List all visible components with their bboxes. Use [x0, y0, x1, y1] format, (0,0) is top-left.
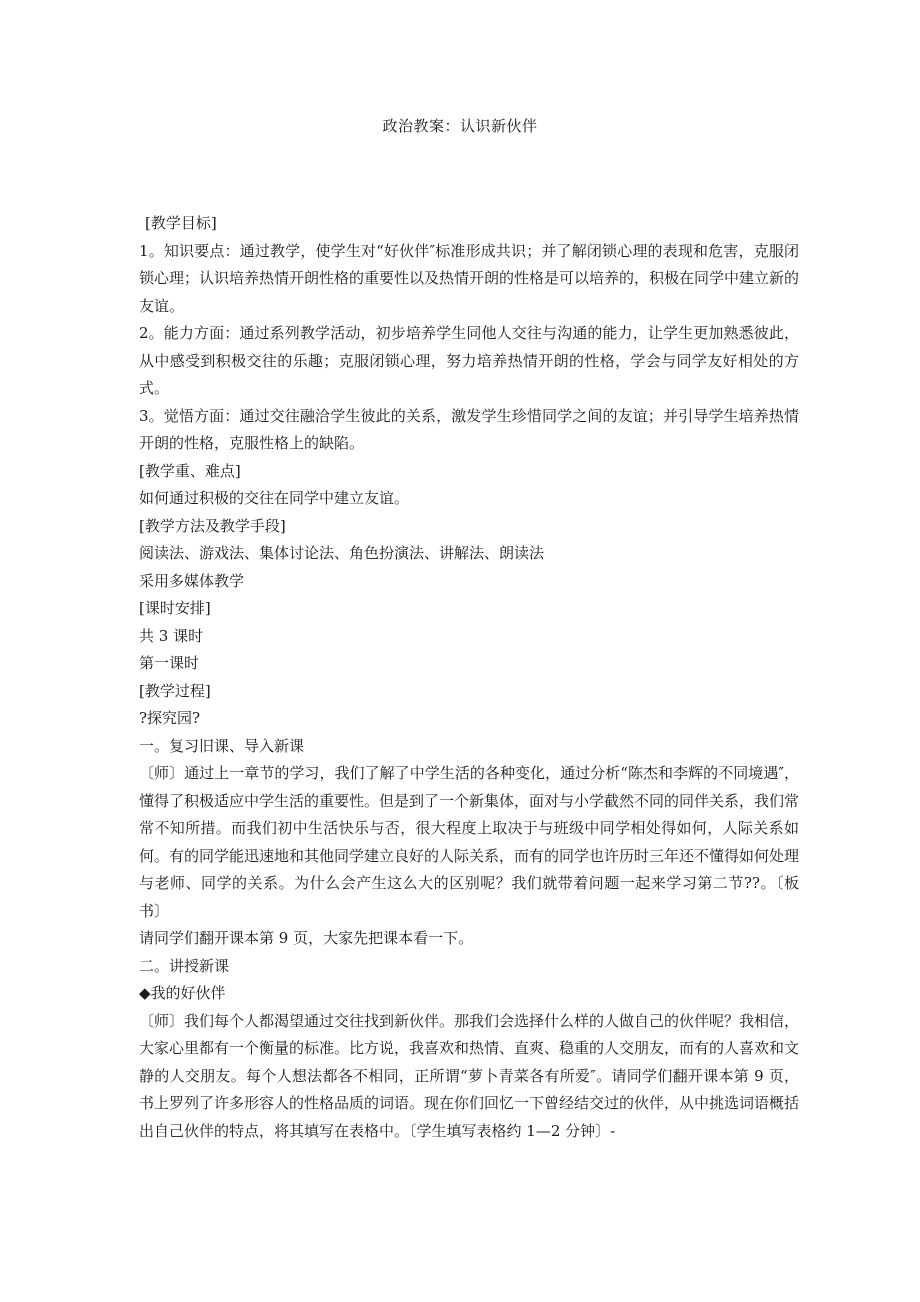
methods-paragraph: 阅读法、游戏法、集体讨论法、角色扮演法、讲解法、朗读法	[139, 544, 545, 562]
heading-process: [教学过程]	[139, 681, 211, 700]
key-points-paragraph: 如何通过积极的交往在同学中建立友谊。	[139, 489, 410, 507]
teacher-partner-paragraph: 〔师〕我们每个人都渴望通过交往找到新伙伴。那我们会选择什么样的人做自己的伙伴呢？我相信，大家心里都有一个衡量的标准。比方说，我喜欢和热情、直爽、稳重的人交朋友，而有的人喜欢和文静的人交朋友。每个人想法都各不相同，正所谓“萝卜青菜各有所爱″。请同学们翻开课本第 9 页，书上罗列了许多形容人的性格品质的词语。现在你们回忆一下曾经结交过的伙伴，从中挑选词语概括出自己伙伴的特点，将其填写在表格中。〔学生填写表格约 1—2 分钟〕-	[139, 1011, 800, 1140]
explore-section-label: ?探究园?	[139, 709, 201, 727]
schedule-total-paragraph: 共 3 课时	[139, 626, 204, 645]
teacher-intro-paragraph: 〔师〕通过上一章节的学习，我们了解了中学生活的各种变化，通过分析“陈杰和李辉的不同境遇″，懂得了积极适应中学生活的重要性。但是到了一个新集体，面对与小学截然不同的同伴关系，我们常常不知所措。而我们初中生活快乐与否，很大程度上取决于与班级中同学相处得如何，人际关系如何。有的同学能迅速地和其他同学建立良好的人际关系，而有的同学也许历时三年还不懂得如何处理与老师、同学的关系。为什么会产生这么大的区别呢？我们就带着问题一起来学习第二节??。〔板书〕	[139, 764, 800, 920]
goal-knowledge-paragraph: 1。知识要点：通过教学，使学生对“好伙伴″标准形成共识；并了解闭锁心理的表现和危害，克服闭锁心理；认识培养热情开朗性格的重要性以及热情开朗的性格是可以培养的，积极在同学中建立新的友谊。	[139, 241, 800, 315]
my-good-partner-heading: ◆我的好伙伴	[139, 984, 226, 1002]
heading-key-points: [教学重、难点]	[139, 461, 241, 480]
document-title: 政治教案：认识新伙伴	[382, 117, 538, 135]
goal-awareness-paragraph: 3。觉悟方面：通过交往融洽学生彼此的关系，激发学生珍惜同学之间的友谊；并引导学生培养热情开朗的性格，克服性格上的缺陷。	[139, 406, 799, 452]
heading-methods: [教学方法及教学手段]	[139, 516, 286, 535]
multimedia-paragraph: 采用多媒体教学	[139, 571, 245, 590]
step-one-heading: 一。复习旧课、导入新课	[139, 736, 305, 755]
heading-teaching-goals: [教学目标]	[145, 214, 217, 232]
step-two-heading: 二。讲授新课	[139, 956, 230, 975]
document-body	[139, 210, 799, 1145]
first-lesson-paragraph: 第一课时	[139, 654, 200, 672]
open-textbook-paragraph: 请同学们翻开课本第 9 页，大家先把课本看一下。	[139, 929, 474, 947]
heading-schedule: [课时安排]	[139, 599, 211, 617]
goal-ability-paragraph: 2。能力方面：通过系列教学活动，初步培养学生同他人交往与沟通的能力，让学生更加熟悉彼此，从中感受到积极交往的乐趣；克服闭锁心理，努力培养热情开朗的性格，学会与同学友好相处的方式。	[139, 324, 799, 397]
